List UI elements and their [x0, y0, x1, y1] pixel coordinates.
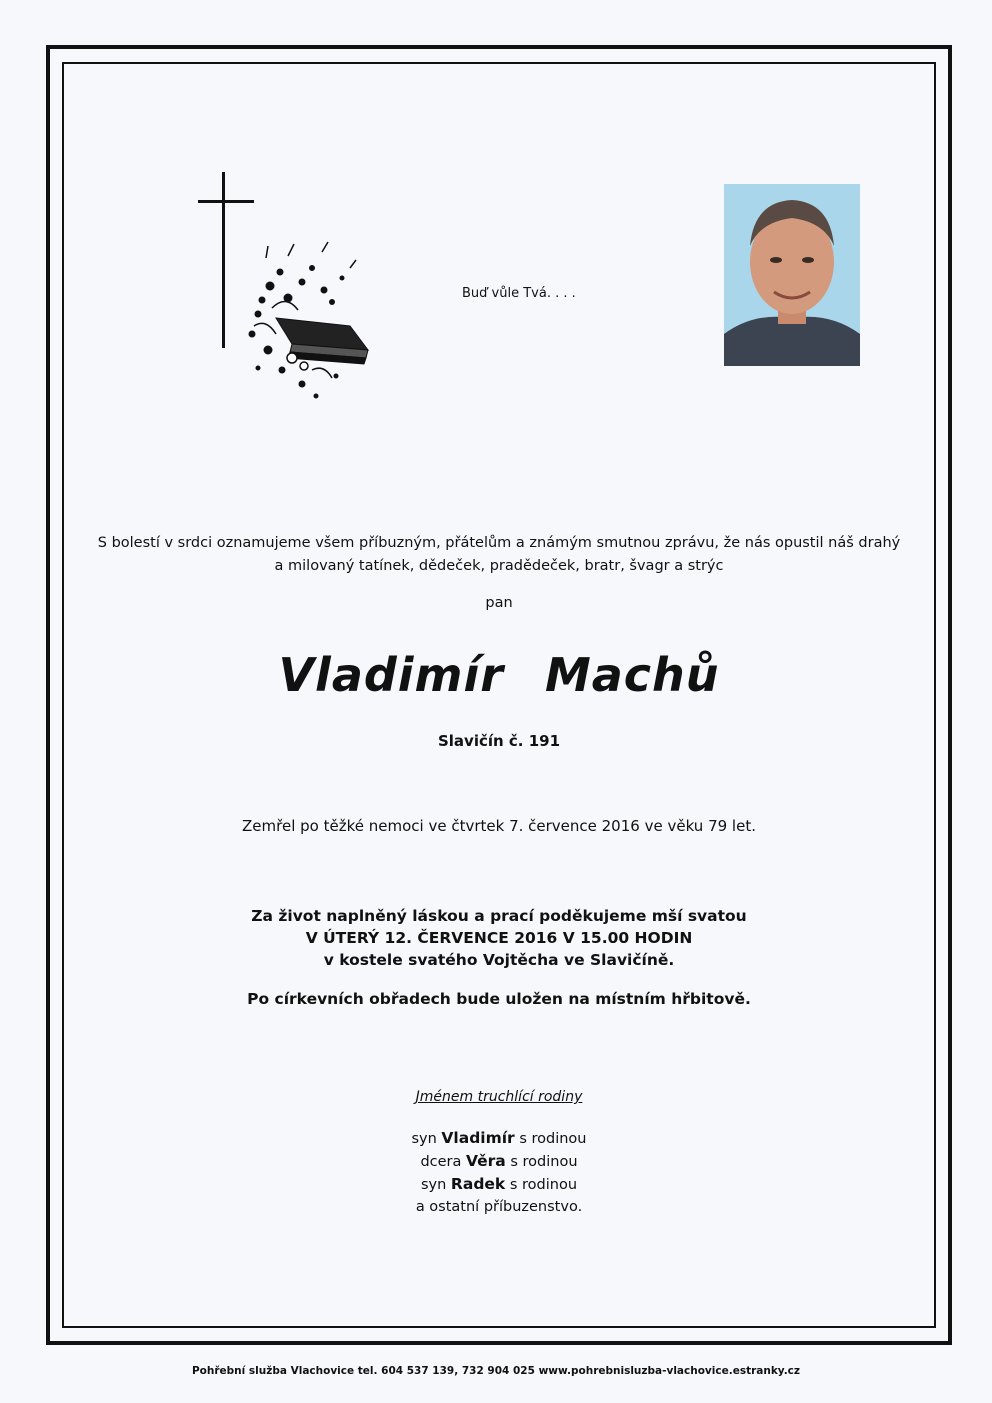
family-member: a ostatní příbuzenstvo.: [415, 1199, 583, 1215]
funeral-line-1: Za život naplněný láskou a prací poděkujeme mší svatou: [251, 907, 747, 925]
funeral-line-2: V ÚTERÝ 12. ČERVENCE 2016 V 15.00 HODIN: [305, 929, 693, 947]
funeral-info: [62, 905, 936, 971]
honorific: pan: [485, 595, 513, 611]
flowers-book-icon: [232, 238, 372, 406]
family-member: syn Radek s rodinou: [420, 1175, 578, 1193]
family-list: [62, 1127, 936, 1218]
address: Slavičín č. 191: [437, 732, 561, 750]
deceased-name: Vladimír Machů: [278, 648, 720, 702]
motto: Buď vůle Tvá. . . .: [462, 286, 576, 301]
family-heading: Jménem truchlící rodiny: [415, 1089, 583, 1105]
family-member: syn Vladimír s rodinou: [411, 1129, 587, 1147]
burial-info: Po církevních obřadech bude uložen na místním hřbitově.: [247, 990, 751, 1008]
family-member: dcera Věra s rodinou: [420, 1152, 578, 1170]
announcement-line-1: S bolestí v srdci oznamujeme všem příbuzným, přátelům a známým smutnou zprávu, že nás opustil náš drahý: [97, 535, 901, 551]
footer-contact: Pohřební služba Vlachovice tel. 604 537 139, 732 904 025 www.pohrebnisluzba-vlachovice.estranky.cz: [191, 1365, 801, 1377]
announcement-text: [62, 532, 936, 578]
portrait-photo: [724, 184, 860, 366]
death-notice: Zemřel po těžké nemoci ve čtvrtek 7. července 2016 ve věku 79 let.: [242, 817, 756, 835]
funeral-line-3: v kostele svatého Vojtěcha ve Slavičíně.: [323, 951, 675, 969]
announcement-line-2: a milovaný tatínek, dědeček, pradědeček, bratr, švagr a strýc: [274, 558, 724, 574]
